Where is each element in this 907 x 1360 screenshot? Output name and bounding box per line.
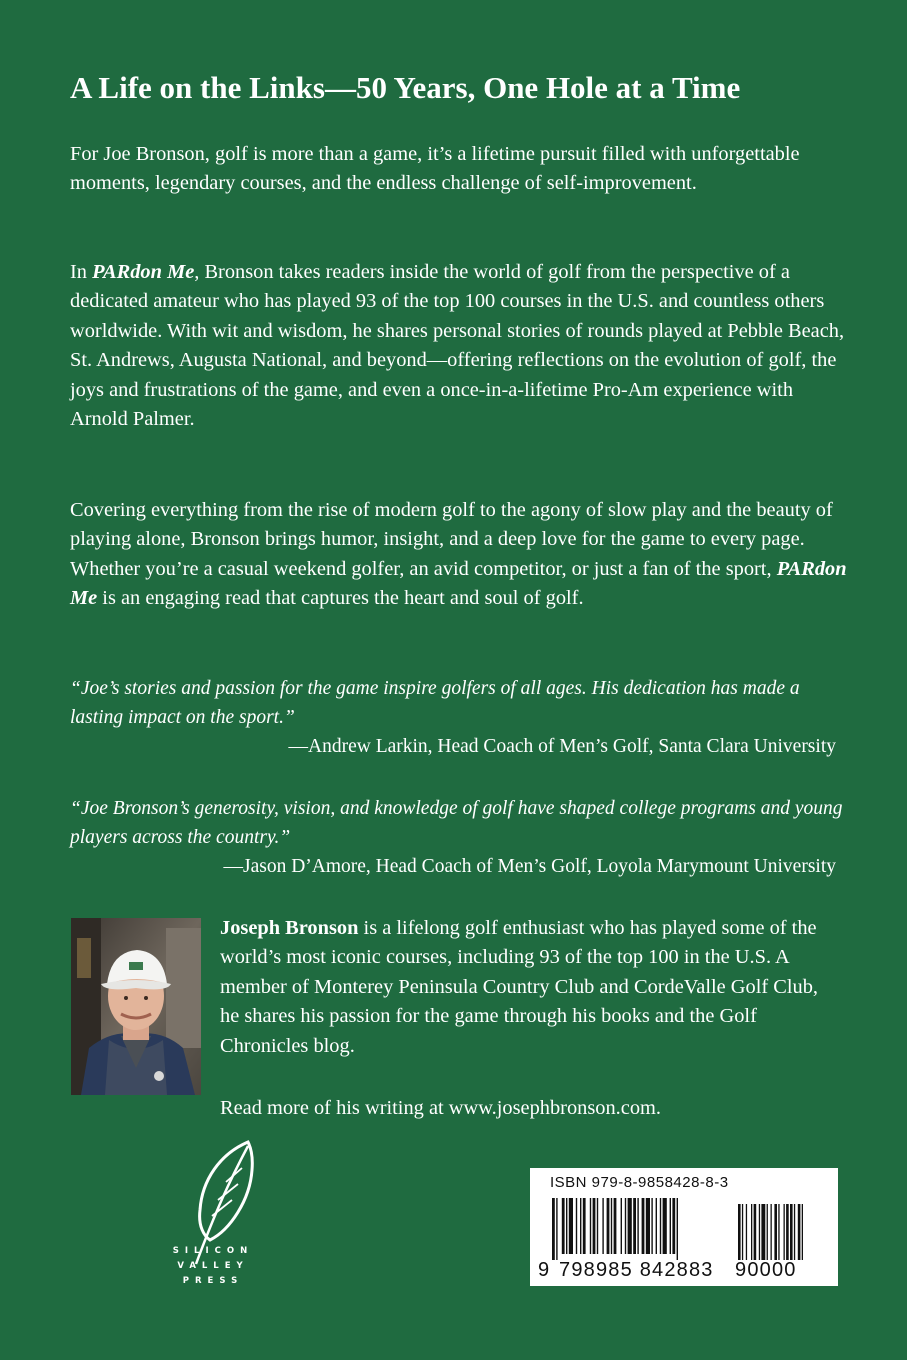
publisher-name-line-1: SILICON <box>172 1246 254 1256</box>
isbn-number: ISBN 979-8-9858428-8-3 <box>550 1174 729 1191</box>
quote-attribution: —Andrew Larkin, Head Coach of Men’s Golf, Santa Clara University <box>288 736 836 757</box>
headline: A Life on the Links—50 Years, One Hole at a Time <box>70 70 741 105</box>
barcode-bar <box>677 1198 678 1260</box>
barcode-bar <box>637 1198 638 1254</box>
barcode-addon-bar <box>771 1204 772 1260</box>
book-title: PARdon Me <box>92 261 195 283</box>
barcode-bar <box>651 1198 652 1254</box>
barcode-addon-bar <box>786 1204 789 1260</box>
barcode-bar <box>602 1198 603 1254</box>
barcode-bar <box>590 1198 591 1254</box>
barcode-bar <box>628 1198 632 1254</box>
barcode-addon-bar <box>746 1204 747 1260</box>
barcode-bar <box>569 1198 573 1254</box>
publisher-name-line-2: VALLEY <box>177 1261 249 1271</box>
author-bio <box>220 914 840 1061</box>
barcode-bar <box>614 1198 617 1254</box>
barcode-bar <box>633 1198 636 1254</box>
description-paragraph-3 <box>70 496 850 614</box>
para2-pre: In <box>70 261 93 283</box>
barcode-bar <box>656 1198 657 1254</box>
quote-attribution: —Jason D’Amore, Head Coach of Men’s Golf, Loyola Marymount University <box>223 856 836 877</box>
barcode-addon-bar <box>761 1204 765 1260</box>
quote-text: “Joe Bronson’s generosity, vision, and knowledge of golf have shaped college programs and young players across the country.” <box>70 798 843 848</box>
barcode-bar <box>580 1198 581 1254</box>
author-portrait-icon <box>71 918 201 1095</box>
barcode-bar <box>556 1198 557 1260</box>
barcode-bar <box>593 1198 596 1254</box>
barcode-addon-bar <box>784 1204 785 1260</box>
quote-text: “Joe’s stories and passion for the game inspire golfers of all ages. His dedication has made a lasting impact on the sport.” <box>70 678 800 728</box>
barcode-bar <box>660 1198 661 1254</box>
endorsement-quote <box>70 674 850 761</box>
para3-post: is an engaging read that captures the heart and soul of golf. <box>97 587 584 610</box>
barcode-bar <box>597 1198 598 1254</box>
description-paragraph-2 <box>70 258 850 434</box>
barcode-addon-bar <box>802 1204 803 1260</box>
barcode-bar <box>552 1198 555 1260</box>
barcode-main-digits: 798985 842883 <box>559 1259 714 1281</box>
para3-pre: Covering everything from the rise of modern golf to the agony of slow play and the beauty of playing alone, Bronson brings humor, insight, and a deep love for the game to every page. Whether you’re a casual weekend golfer, an avid competitor, or just a fan of the sport, <box>70 499 833 580</box>
barcode-bar <box>625 1198 626 1254</box>
barcode-bar <box>663 1198 667 1254</box>
barcode-addon-bar <box>778 1204 779 1260</box>
author-bio-text: is a lifelong golf enthusiast who has played some of the world’s most iconic courses, including 93 of the top 100 in the U.S. A member of Monterey Peninsula Country Club and CordeValle Golf Club, he shares his passion for the game through his books and the Golf Chronicles blog. <box>220 917 819 1057</box>
barcode-addon-bar <box>738 1204 741 1260</box>
barcode-addon-bar <box>759 1204 760 1260</box>
isbn-barcode <box>530 1168 838 1286</box>
barcode-bar <box>670 1198 671 1254</box>
barcode-addon-bar <box>790 1204 793 1260</box>
barcode-bar <box>642 1198 645 1254</box>
para2-post: , Bronson takes readers inside the world of golf from the perspective of a dedicated amateur who has played 93 of the top 100 courses in the U.S. and countless others worldwide. With wit and wisdom, he shares personal stories of rounds played at Pebble Beach, St. Andrews, Augusta National, and beyond—offering reflections on the evolution of golf, the joys and frustrations of the game, and even a once-in-a-lifetime Pro-Am experience with Arnold Palmer. <box>70 261 845 431</box>
publisher-name-line-3: PRESS <box>182 1276 244 1286</box>
author-name: Joseph Bronson <box>220 917 359 939</box>
barcode-bar <box>672 1198 675 1254</box>
barcode-addon-bar <box>767 1204 768 1260</box>
barcode-addon-bar <box>794 1204 795 1260</box>
barcode-addon-bar <box>798 1204 801 1260</box>
barcode-addon-bar <box>774 1204 777 1260</box>
read-more-line: Read more of his writing at www.josephbronson.com. <box>220 1097 661 1119</box>
barcode-bar <box>562 1198 565 1254</box>
barcode-bar <box>646 1198 650 1254</box>
description-paragraph-1: For Joe Bronson, golf is more than a game, it’s a lifetime pursuit filled with unforgettable moments, legendary courses, and the endless challenge of self-improvement. <box>70 143 800 195</box>
barcode-bar <box>583 1198 586 1254</box>
barcode-bar <box>621 1198 622 1254</box>
barcode-bar <box>607 1198 610 1254</box>
barcode-addon-bar <box>751 1204 752 1260</box>
barcode-addon-bar <box>742 1204 743 1260</box>
barcode-bars-icon <box>538 1198 832 1260</box>
barcode-bar <box>576 1198 577 1254</box>
barcode-bar <box>611 1198 612 1254</box>
barcode-addon-bar <box>754 1204 757 1260</box>
barcode-bar <box>566 1198 567 1254</box>
barcode-addon-digits: 90000 <box>735 1259 797 1281</box>
barcode-lead-digit: 9 <box>538 1259 550 1281</box>
endorsement-quote <box>70 794 850 881</box>
author-photo <box>71 918 201 1095</box>
book-title: PARdon Me <box>70 557 847 610</box>
